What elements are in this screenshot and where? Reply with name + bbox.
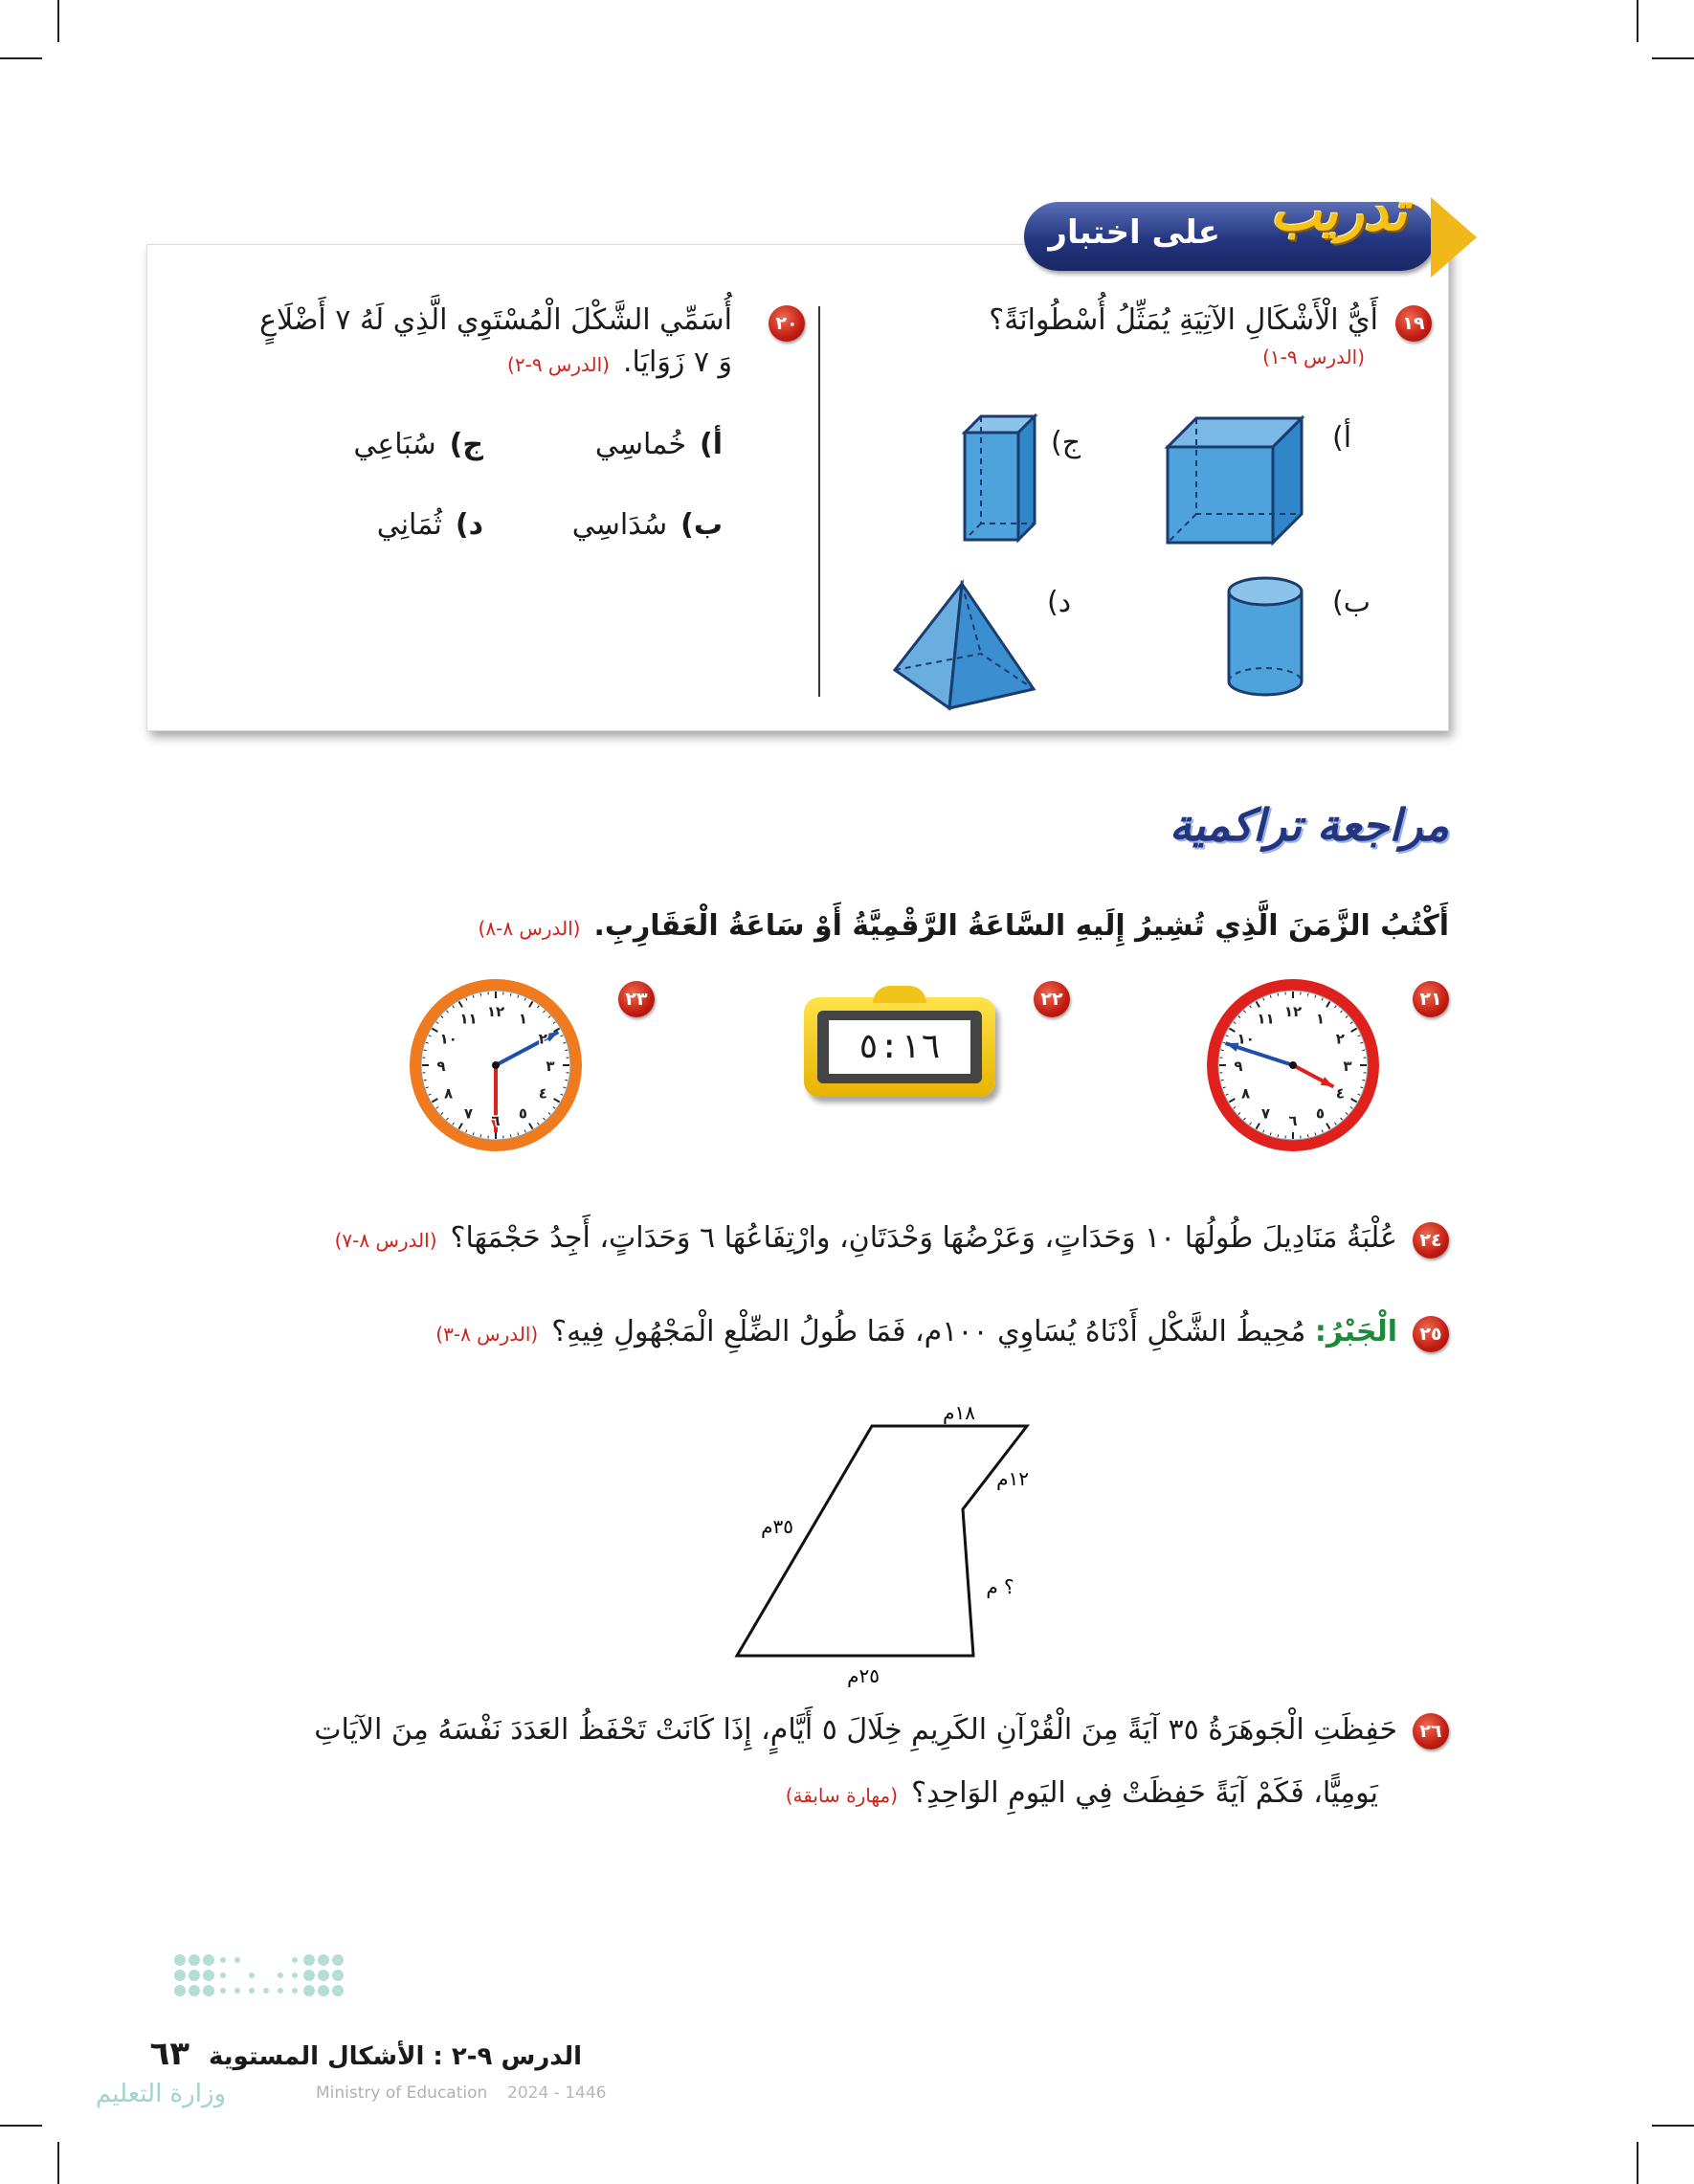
clock-numeral: ٧ [1260, 1104, 1271, 1123]
clock-tick [1307, 993, 1308, 996]
logo-dot [318, 1970, 329, 1981]
algebra-label: الْجَبْرُ: [1314, 1315, 1397, 1348]
side-label-bottom: ٢٥م [847, 1664, 880, 1687]
cube-figure[interactable] [1163, 413, 1306, 547]
clock-tick [1278, 1134, 1279, 1137]
question-number-badge: ٢٠ [769, 305, 805, 342]
question-number-badge: ٢٦ [1413, 1713, 1449, 1749]
logo-dot [332, 1970, 344, 1981]
logo-dot [203, 1970, 214, 1981]
option-text: سُبَاعِي [353, 428, 436, 461]
option-label: ب) [1332, 586, 1371, 619]
clock-numeral: ٧ [463, 1104, 474, 1123]
clock-numeral: ٣ [546, 1058, 555, 1075]
logo-dot [292, 1988, 298, 1994]
logo-dot [174, 1985, 186, 1996]
question-number-badge: ٢٥ [1413, 1316, 1449, 1352]
clock-numeral: ١١ [459, 1010, 478, 1028]
clock-tick [1221, 1080, 1224, 1081]
option-text: ثُمَانِي [376, 508, 442, 542]
banner-title: على اختبار [1048, 213, 1220, 252]
question-19-text: أَيُّ الْأَشْكَالِ الآتِيَةِ يُمَثِّلُ أُسْطُوانَةً؟ [989, 303, 1378, 337]
lesson-ref: (الدرس ٨-٨) [478, 917, 581, 940]
lesson-ref: (الدرس ٩-٢) [507, 353, 610, 376]
side-label-left: ٣٥م [761, 1515, 793, 1538]
clock-tick [480, 1134, 481, 1137]
logo-dot [292, 1972, 298, 1978]
clock-tick [1221, 1050, 1224, 1051]
clock-numeral: ٤ [1335, 1084, 1345, 1103]
logo-dot [303, 1985, 315, 1996]
ministry-name-ar: وزارة التعليم [96, 2080, 227, 2108]
digital-clock-button [873, 986, 926, 1003]
analog-clock-21[interactable] [1202, 974, 1384, 1156]
lesson-ref: (مهارة سابقة) [785, 1784, 899, 1807]
logo-dot [174, 1970, 186, 1981]
clock-numeral: ٤ [538, 1084, 547, 1103]
column-divider [818, 306, 820, 697]
logo-dot [174, 1954, 186, 1966]
clock-numeral: ٩ [1234, 1058, 1243, 1075]
clock-tick [480, 993, 481, 996]
logo-dot [189, 1954, 200, 1966]
pyramid-figure[interactable] [890, 579, 1037, 713]
option-label: ب) [680, 508, 723, 542]
lesson-ref: (الدرس ٨-٣) [435, 1323, 539, 1346]
question-20 [167, 300, 732, 546]
clock-numeral: ١ [518, 1010, 528, 1028]
question-24-text: عُلْبَةُ مَنَادِيلَ طُولُهَا ١٠ وَحَدَاتٍ، وَعَرْضُهَا وَحْدَتَانِ، وارْتِفَاعُهَا ٦ وَحَدَاتٍ، أَجِدُ حَجْمَهَا؟ [450, 1221, 1397, 1255]
crop-mark [57, 2142, 59, 2184]
side-label-unknown: ؟ م [986, 1575, 1014, 1598]
analog-clock-23[interactable] [405, 974, 587, 1156]
logo-dot [263, 1988, 269, 1994]
clock-numeral: ٦ [491, 1112, 501, 1129]
section-title: مراجعة تراكمية [1169, 799, 1449, 851]
logo-dot [318, 1954, 329, 1966]
clock-tick [1307, 1134, 1308, 1137]
clock-numeral: ١ [1315, 1010, 1326, 1028]
crop-mark [1637, 0, 1638, 42]
clock-numeral: ١٠ [1237, 1030, 1255, 1048]
clock-numeral: ١٠ [439, 1030, 457, 1048]
clock-numeral: ٨ [444, 1084, 454, 1103]
clock-numeral: ١٢ [1283, 1003, 1303, 1020]
clock-numeral: ٩ [436, 1058, 446, 1075]
clock-center [1289, 1061, 1297, 1069]
option-label: د) [1047, 586, 1072, 619]
rectangular-prism-figure[interactable] [962, 413, 1038, 546]
crop-mark [1637, 2142, 1638, 2184]
crop-mark [0, 57, 42, 59]
logo-dot [189, 1985, 200, 1996]
option-label: أ) [1332, 421, 1352, 455]
banner-arrow-icon [1431, 197, 1477, 278]
logo-dot [332, 1985, 344, 1996]
question-number-badge: ٢٣ [618, 981, 655, 1017]
option-d[interactable] [244, 504, 483, 546]
clock-tick [565, 1080, 568, 1081]
logo-dot [234, 1957, 240, 1963]
review-instruction: أَكْتُبُ الزَّمَنَ الَّذِي تُشِيرُ إِلَيهِ السَّاعَةُ الرَّقْمِيَّةُ أَوْ سَاعَةُ الْعَقَارِبِ. [593, 909, 1449, 943]
clock-numeral: ٥ [518, 1104, 528, 1123]
logo-dot [249, 1972, 255, 1978]
logo-dot [203, 1954, 214, 1966]
clock-numeral: ٨ [1241, 1084, 1251, 1103]
question-26 [153, 1709, 1397, 1816]
clock-numeral: ٢ [538, 1030, 547, 1048]
page-number: ٦٣ [149, 2035, 190, 2073]
question-number-badge: ٢٤ [1413, 1222, 1449, 1259]
clock-numeral: ٥ [1315, 1104, 1326, 1123]
digital-clock-display: ٥:١٦ [829, 1020, 970, 1074]
ministry-name-en: Ministry of Education [316, 2084, 488, 2103]
option-label: أ) [700, 428, 723, 461]
question-number-badge: ١٩ [1395, 305, 1432, 342]
logo-dot [220, 1957, 226, 1963]
logo-dot [292, 1957, 298, 1963]
crop-mark [0, 2125, 42, 2127]
logo-dot [189, 1970, 200, 1981]
digital-clock[interactable] [804, 997, 995, 1097]
banner-brand: تدريب [1270, 181, 1407, 243]
logo-dot [220, 1972, 226, 1978]
question-number-badge: ٢٢ [1034, 981, 1070, 1017]
option-a[interactable] [483, 424, 723, 466]
logo-dot [278, 1988, 283, 1994]
logo-dot [249, 1988, 255, 1994]
clock-numeral: ١٢ [486, 1003, 505, 1020]
clock-numeral: ٣ [1343, 1058, 1352, 1075]
footer-lesson-title: الدرس ٩-٢ : الأشكال المستوية [209, 2042, 582, 2071]
clock-tick [1362, 1050, 1365, 1051]
logo-dot [278, 1972, 283, 1978]
option-b[interactable] [483, 504, 723, 546]
clock-numeral: ١١ [1257, 1010, 1275, 1028]
digital-clock-bezel [817, 1011, 982, 1083]
option-label: ج) [1051, 426, 1081, 459]
logo-dot [303, 1954, 315, 1966]
test-practice-banner [1024, 181, 1436, 271]
footer-row [150, 2035, 583, 2073]
logo-dot [318, 1985, 329, 1996]
logo-dot [303, 1970, 315, 1981]
question-number-badge: ٢١ [1413, 981, 1449, 1017]
crop-mark [57, 0, 59, 42]
option-text: سُدَاسِي [571, 508, 668, 542]
clock-numeral: ٦ [1288, 1112, 1298, 1129]
question-25 [153, 1311, 1397, 1355]
question-25-body: مُحِيطُ الشَّكْلِ أَدْنَاهُ يُسَاوِي ١٠٠م، فَمَا طُولُ الضِّلْعِ الْمَجْهُولِ فِيهِ؟ [551, 1315, 1306, 1348]
lesson-ref: (الدرس ٨-٧) [334, 1229, 437, 1252]
clock-tick [565, 1050, 568, 1051]
option-c[interactable] [244, 424, 483, 466]
review-instruction-line [205, 905, 1449, 949]
question-20-line2: وَ ٧ زَوَايَا. [622, 345, 732, 379]
question-24 [153, 1217, 1397, 1261]
crop-mark [1652, 57, 1694, 59]
ministry-logo-icon [172, 1952, 345, 2010]
question-26-line2: يَومِيًّا، فَكَمْ آيَةً حَفِظَتْ فِي اليَومِ الوَاحِدِ؟ [911, 1776, 1378, 1810]
logo-dot [203, 1985, 214, 1996]
clock-tick [510, 993, 511, 996]
edition-year: 2024 - 1446 [507, 2084, 607, 2103]
cylinder-figure[interactable] [1225, 574, 1305, 701]
option-label: ج) [449, 428, 483, 461]
side-label-top: ١٨م [943, 1401, 975, 1424]
clock-tick [424, 1080, 427, 1081]
polygon-figure [708, 1378, 1072, 1694]
lesson-ref: (الدرس ٩-١) [1262, 345, 1365, 368]
clock-numeral: ٢ [1335, 1030, 1345, 1048]
clock-tick [424, 1050, 427, 1051]
side-label-upper-right: ١٢م [996, 1467, 1029, 1490]
crop-mark [1652, 2125, 1694, 2127]
logo-dot [332, 1954, 344, 1966]
option-text: خُماسِي [594, 428, 686, 461]
clock-tick [510, 1134, 511, 1137]
question-26-line1: حَفِظَتِ الْجَوهَرَةُ ٣٥ آيَةً مِنَ الْقُرْآنِ الكَرِيمِ خِلَالَ ٥ أَيَّامٍ، إِذَا كَانَتْ تَحْفَظُ العَدَدَ نَفْسَهُ مِنَ الآيَاتِ [314, 1713, 1397, 1747]
option-label: د) [455, 508, 483, 542]
clock-tick [1362, 1080, 1365, 1081]
clock-tick [1278, 993, 1279, 996]
clock-center [492, 1061, 500, 1069]
logo-dot [220, 1988, 226, 1994]
logo-dot [234, 1988, 240, 1994]
question-20-line1: أُسَمِّي الشَّكْلَ الْمُسْتَوِي الَّذِي لَهُ ٧ أَضْلَاعٍ [259, 303, 732, 337]
question-19 [842, 300, 1378, 370]
